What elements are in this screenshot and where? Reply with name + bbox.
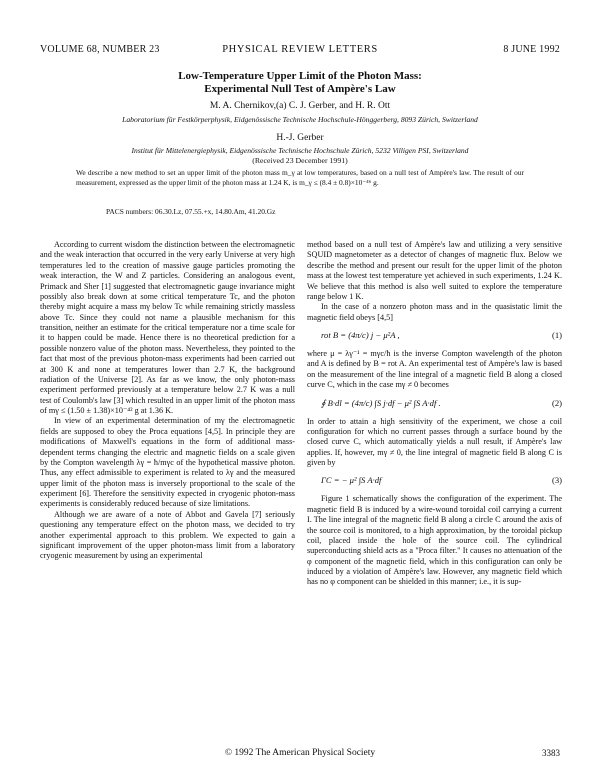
title-line-1: Low-Temperature Upper Limit of the Photon Mass: [178,70,422,82]
equation-1 [307,328,562,344]
body-paragraph: Figure 1 schematically shows the configuration of the experiment. The magnetic field B is induced by a wire-wound toroidal coil carrying a current I. The line integral of the magnetic field B along a circle C around the axis of the source coil is monitored, to a high approximation, by the toroidal pickup coil, placed inside the hole of the source coil. The cylindrical superconducting shield acts as a "Proca filter." It causes no attenuation of the φ component of the magnetic field, which in this configuration can only be induced by a violation of Ampère's law. However, any magnetic field which has no φ component can be shielded in this manner; i.e., it is sup- [307,494,562,587]
equation-2 [307,396,562,412]
equation-2-number: (2) [551,397,562,408]
title-line-2: Experimental Null Test of Ampère's Law [204,83,396,95]
left-column [40,240,295,562]
equation-3-body: ΓC = − μ² ∫S A·df [321,475,382,486]
paper-title [60,70,540,96]
equation-3-number: (3) [551,475,562,486]
journal-name: PHYSICAL REVIEW LETTERS [222,44,378,55]
issue-date: 8 JUNE 1992 [503,44,560,55]
equation-2-body: ∮ B·dl = (4π/c) ∫S j·df − μ² ∫S A·df . [321,397,441,408]
pacs-numbers: PACS numbers: 06.30.Lz, 07.55.+x, 14.80.Am, 41.20.Gz [106,207,276,216]
equation-1-body: rot B = (4π/c) j − μ²A , [321,330,400,340]
affiliation-2: Institut für Mittelenergiephysik, Eidgenössische Technische Hochschule Zürich, 5232 Villigen PSI, Switzerland [131,146,469,155]
abstract: We describe a new method to set an upper limit of the photon mass m_γ at low temperatures, based on a null test of Ampère's law. The result of our measurement, expressed as the upper limit of the photon mass at 1.24 K, is m_γ ≤ (8.4 ± 0.8)×10⁻⁴⁶ g. [76,168,524,187]
volume-number: VOLUME 68, NUMBER 23 [40,44,160,55]
received-date: (Received 23 December 1991) [252,156,348,165]
equation-3 [307,473,562,489]
author-list-2: H.-J. Gerber [276,133,324,143]
body-paragraph: where μ = λγ⁻¹ = mγc/ħ is the inverse Compton wavelength of the photon and A is defined by B = rot A. An experimental test of Ampère's law is based on the measurement of the line integral of a magnetic field B along a closed curve C, which in the case mγ ≠ 0 becomes [307,349,562,390]
body-paragraph: method based on a null test of Ampère's law and utilizing a very sensitive SQUID magnetometer as a detector of changes of magnetic flux. Below we describe the method and present our result for the upper limit of the photon mass at the lowest test temperature yet achieved in such experiments, 1.24 K. We believe that this method is also well suited to explore the temperature range below 1 K. [307,240,562,301]
page-number: 3383 [542,748,560,758]
affiliation-1: Laboratorium für Festkörperphysik, Eidgenössische Technische Hochschule-Hönggerberg, 8093 Zürich, Switzerland [122,115,478,124]
right-column [307,240,562,588]
body-paragraph: According to current wisdom the distinction between the electromagnetic and the weak interaction that occurred in the very early Universe at very high temperatures led to the creation of massive gauge particles promoting the weak interaction, the W and Z particles. Considering an analogous event, Primack and Sher [1] suggested that electromagnetic gauge invariance might possibly also break down at some critical temperature Tc, and the photon thereby might acquire a mass mγ below Tc while remaining strictly massless above Tc. Since they could not name a plausible mechanism for this transition, neither an estimate for the critical temperature nor a time scale for it to happen could be made. Hence there is no theoretical prediction for a possible nonzero value of the photon mass. Nevertheless, they pointed to the fact that most of the previous photon-mass experiments had been carried out at 300 K and none at temperatures lower than 2.7 K, the background radiation of the Universe [2]. As far as we know, the only photon-mass experiment performed previously at a temperature below 2.7 K was a null test of Coulomb's law [3] which resulted in an upper limit of the photon mass of mγ ≤ (1.50 ± 1.38)×10⁻⁴² g at 1.36 K. [40,240,295,415]
body-paragraph: Although we are aware of a note of Abbot and Gavela [7] seriously questioning any temperature effect on the photon mass, we decided to try another experimental approach to this problem. We expected to gain a significant improvement of the upper photon-mass limit from a laboratory cryogenic measurement by using an experimental [40,509,295,561]
running-header [40,44,560,58]
equation-1-number: (1) [551,330,562,340]
copyright-notice: © 1992 The American Physical Society [224,748,376,758]
body-paragraph: In view of an experimental determination of mγ the electromagnetic fields are supposed to obey the Proca equations [4,5]. In principle they are modifications of Maxwell's equations in the form of additional mass-dependent terms changing the electric and magnetic fields on a scale given by the Compton wavelength λγ = ħ/mγc of the hypothetical massive photon. Thus, any effect admissible to experiment is related to λγ and the measured upper limit of the photon mass is inversely proportional to the scale of the experiment [6]. Therefore the sensitivity expected in cryogenic photon-mass experiments is considerably reduced because of size limitations. [40,416,295,509]
body-paragraph: In order to attain a high sensitivity of the experiment, we chose a coil configuration for which no current passes through a surface bound by the closed curve C, which automatically yields a null result, if Ampère's law applies. If, however, mγ ≠ 0, the line integral of magnetic field B along C is given by [307,416,562,467]
page-footer [40,748,560,762]
body-paragraph: In the case of a nonzero photon mass and in the quasistatic limit the magnetic field obeys [4,5] [307,302,562,322]
author-list-1: M. A. Chernikov,(a) C. J. Gerber, and H. R. Ott [209,101,391,111]
